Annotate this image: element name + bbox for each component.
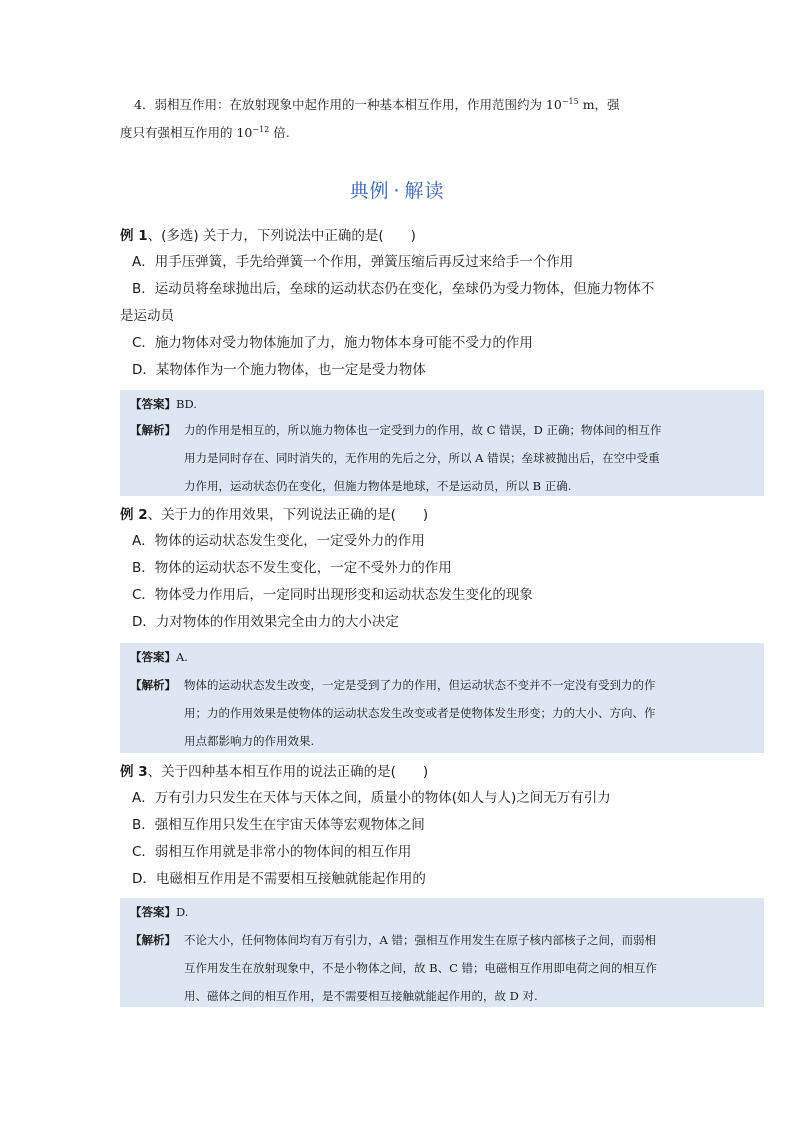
explanation-label: 【解析】 [130, 678, 176, 692]
question-stem [120, 502, 720, 528]
intro-paragraph [120, 94, 700, 144]
explanation-text [184, 671, 764, 755]
answer-label: 【答案】 [130, 397, 176, 411]
example-label: 例 1 [120, 228, 148, 244]
answer-box-1 [120, 390, 764, 496]
answer-label: 【答案】 [130, 905, 176, 919]
exponent: −15 [561, 96, 579, 106]
option-b-continued: 是运动员 [120, 308, 174, 324]
explanation-label: 【解析】 [130, 423, 176, 437]
answer-value: D. [176, 905, 189, 919]
answer-row [130, 904, 188, 920]
question-stem [120, 223, 720, 249]
explanation-line: 不论大小，任何物体间均有万有引力，A 错；强相互作用发生在原子核内部核子之间，而弱相 [184, 933, 656, 947]
question-stem [120, 759, 720, 785]
explanation-line: 物体的运动状态发生改变，一定是受到了力的作用，但运动状态不变并不一定没有受到力的作 [184, 678, 656, 692]
explanation-line: 用力是同时存在、同时消失的，无作用的先后之分，所以 A 错误；垒球被抛出后，在空中受重 [184, 451, 660, 465]
option-d: D．力对物体的作用效果完全由力的大小决定 [132, 614, 399, 630]
option-a: A．用手压弹簧，手先给弹簧一个作用，弹簧压缩后再反过来给手一个作用 [132, 254, 574, 270]
example-1 [120, 223, 720, 384]
example-label: 例 3 [120, 764, 148, 780]
explanation-label: 【解析】 [130, 933, 176, 947]
explanation-line: 互作用发生在放射现象中，不是小物体之间，故 B、C 错；电磁相互作用即电荷之间的相互作 [184, 961, 658, 975]
section-title-part: 解读 [404, 180, 445, 202]
option-c: C．施力物体对受力物体施加了力，施力物体本身可能不受力的作用 [132, 335, 533, 351]
example-label: 例 2 [120, 507, 148, 523]
intro-text: 度只有强相互作用的 10 [120, 125, 253, 140]
example-2 [120, 502, 720, 636]
answer-row [130, 396, 197, 412]
explanation-line: 力的作用是相互的，所以施力物体也一定受到力的作用，故 C 错误，D 正确；物体间的相互作 [184, 423, 662, 437]
section-title [0, 176, 794, 203]
question-text: 、(多选) 关于力，下列说法中正确的是( ) [147, 228, 416, 244]
explanation-text [184, 926, 764, 1010]
explanation-line: 力作用，运动状态仍在变化，但施力物体是地球，不是运动员，所以 B 正确. [184, 479, 572, 493]
option-c: C．弱相互作用就是非常小的物体间的相互作用 [132, 844, 412, 860]
option-a: A．万有引力只发生在天体与天体之间，质量小的物体(如人与人)之间无万有引力 [132, 790, 611, 806]
explanation-line: 用点都影响力的作用效果. [184, 734, 315, 748]
option-b: B．强相互作用只发生在宇宙天体等宏观物体之间 [132, 817, 425, 833]
example-3 [120, 759, 720, 893]
intro-text: 倍. [269, 125, 290, 140]
intro-line-2 [120, 122, 700, 144]
intro-text: 4．弱相互作用：在放射现象中起作用的一种基本相互作用，作用范围约为 10 [134, 97, 562, 112]
option-a: A．物体的运动状态发生变化，一定受外力的作用 [132, 533, 425, 549]
answer-box-3 [120, 898, 764, 1007]
answer-label: 【答案】 [130, 650, 176, 664]
intro-text: m，强 [578, 97, 620, 112]
option-b: B．运动员将垒球抛出后，垒球的运动状态仍在变化，垒球仍为受力物体，但施力物体不 [132, 281, 655, 297]
explanation-line: 用；力的作用效果是使物体的运动状态发生改变或者是使物体发生形变；力的大小、方向、作 [184, 706, 656, 720]
answer-box-2 [120, 643, 764, 753]
explanation-text [184, 416, 764, 500]
answer-row [130, 649, 188, 665]
option-d: D．某物体作为一个施力物体，也一定是受力物体 [132, 362, 426, 378]
option-c: C．物体受力作用后，一定同时出现形变和运动状态发生变化的现象 [132, 587, 533, 603]
question-text: 、关于力的作用效果，下列说法正确的是( ) [147, 507, 429, 523]
option-d: D．电磁相互作用是不需要相互接触就能起作用的 [132, 871, 426, 887]
exponent: −12 [252, 124, 270, 134]
intro-line-1 [120, 94, 700, 116]
answer-value: A. [176, 650, 188, 664]
section-title-dot: · [393, 180, 401, 202]
explanation-line: 用、磁体之间的相互作用，是不需要相互接触就能起作用的，故 D 对. [184, 989, 538, 1003]
question-text: 、关于四种基本相互作用的说法正确的是( ) [147, 764, 429, 780]
answer-value: BD. [176, 397, 197, 411]
option-b: B．物体的运动状态不发生变化，一定不受外力的作用 [132, 560, 452, 576]
section-title-part: 典例 [349, 180, 390, 202]
